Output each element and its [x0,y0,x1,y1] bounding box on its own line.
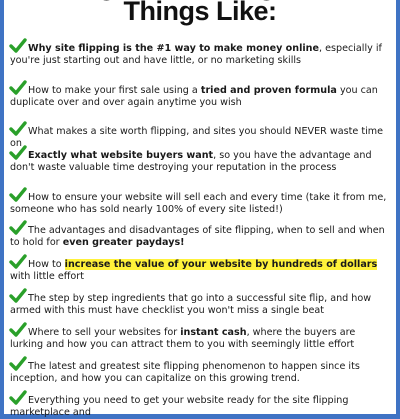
list-item [10,395,390,419]
bold-text: Exactly what website buyers want [28,150,214,161]
text-run: , where the buyers are lurking and how you can attract them to you with seemingly little effort [10,327,356,350]
green-checkmark-icon [10,254,26,270]
green-checkmark-icon [10,356,26,372]
list-item-text [10,395,390,419]
highlighted-text: increase the value of your website by hundreds of dollars [64,259,378,270]
list-item [10,85,390,109]
list-item-text [10,43,390,67]
list-item-text [10,150,390,174]
text-run: , so you have the advantage and don't waste valuable time destroying your reputation in the process [10,150,372,173]
bold-text: Why site flipping is the #1 way to make money online [28,43,319,54]
text-run: , especially if you're just starting out and have little, or no marketing skills [10,43,382,66]
green-checkmark-icon [10,145,26,161]
page-headline [4,0,396,28]
list-item [10,192,390,216]
list-item-text [10,361,390,385]
green-checkmark-icon [10,187,26,203]
text-run: How to [28,259,65,270]
text-run: with little effort [10,271,84,282]
text-run: The advantages and disadvantages of site flipping, when to sell and when to hold for [10,225,385,248]
bold-text: even greater paydays! [62,237,185,248]
text-run: you can duplicate over and over again anytime you wish [10,85,378,108]
green-checkmark-icon [10,390,26,406]
list-item [10,361,390,385]
sales-page [4,0,396,418]
text-run: The step by step ingredients that go into a successful site flip, and how armed with this must have checklist you won't miss a single beat [10,293,372,316]
text-run: The latest and greatest site flipping phenomenon to happen since its inception, and how you can capitalize on this growing trend. [10,361,360,384]
green-checkmark-icon [10,80,26,96]
list-item [10,327,390,351]
green-checkmark-icon [10,38,26,54]
list-item-text [10,225,390,249]
bold-text: tried and proven formula [200,85,337,96]
text-run: How to ensure your website will sell each and every time (take it from me, someone who has sold nearly 100% of every site listed!) [10,192,387,215]
list-item-text [10,293,390,317]
list-item-text [10,259,390,283]
list-item [10,293,390,317]
bold-text: instant cash [180,327,247,338]
list-item [10,43,390,67]
green-checkmark-icon [10,121,26,137]
list-item [10,259,390,283]
green-checkmark-icon [10,220,26,236]
list-item [10,225,390,249]
list-item-text [10,192,390,216]
list-item [10,150,390,174]
green-checkmark-icon [10,322,26,338]
list-item-text [10,327,390,351]
headline-text: Things Like: [123,0,277,26]
list-item-text [10,126,390,150]
text-run: How to make your first sale using a [28,85,201,96]
green-checkmark-icon [10,288,26,304]
text-run: Where to sell your websites for [28,327,181,338]
text-run: Everything you need to get your website ready for the site flipping marketplace and [10,395,349,418]
list-item [10,126,390,150]
list-item-text [10,85,390,109]
text-run: What makes a site worth flipping, and sites you should NEVER waste time on [10,126,384,149]
